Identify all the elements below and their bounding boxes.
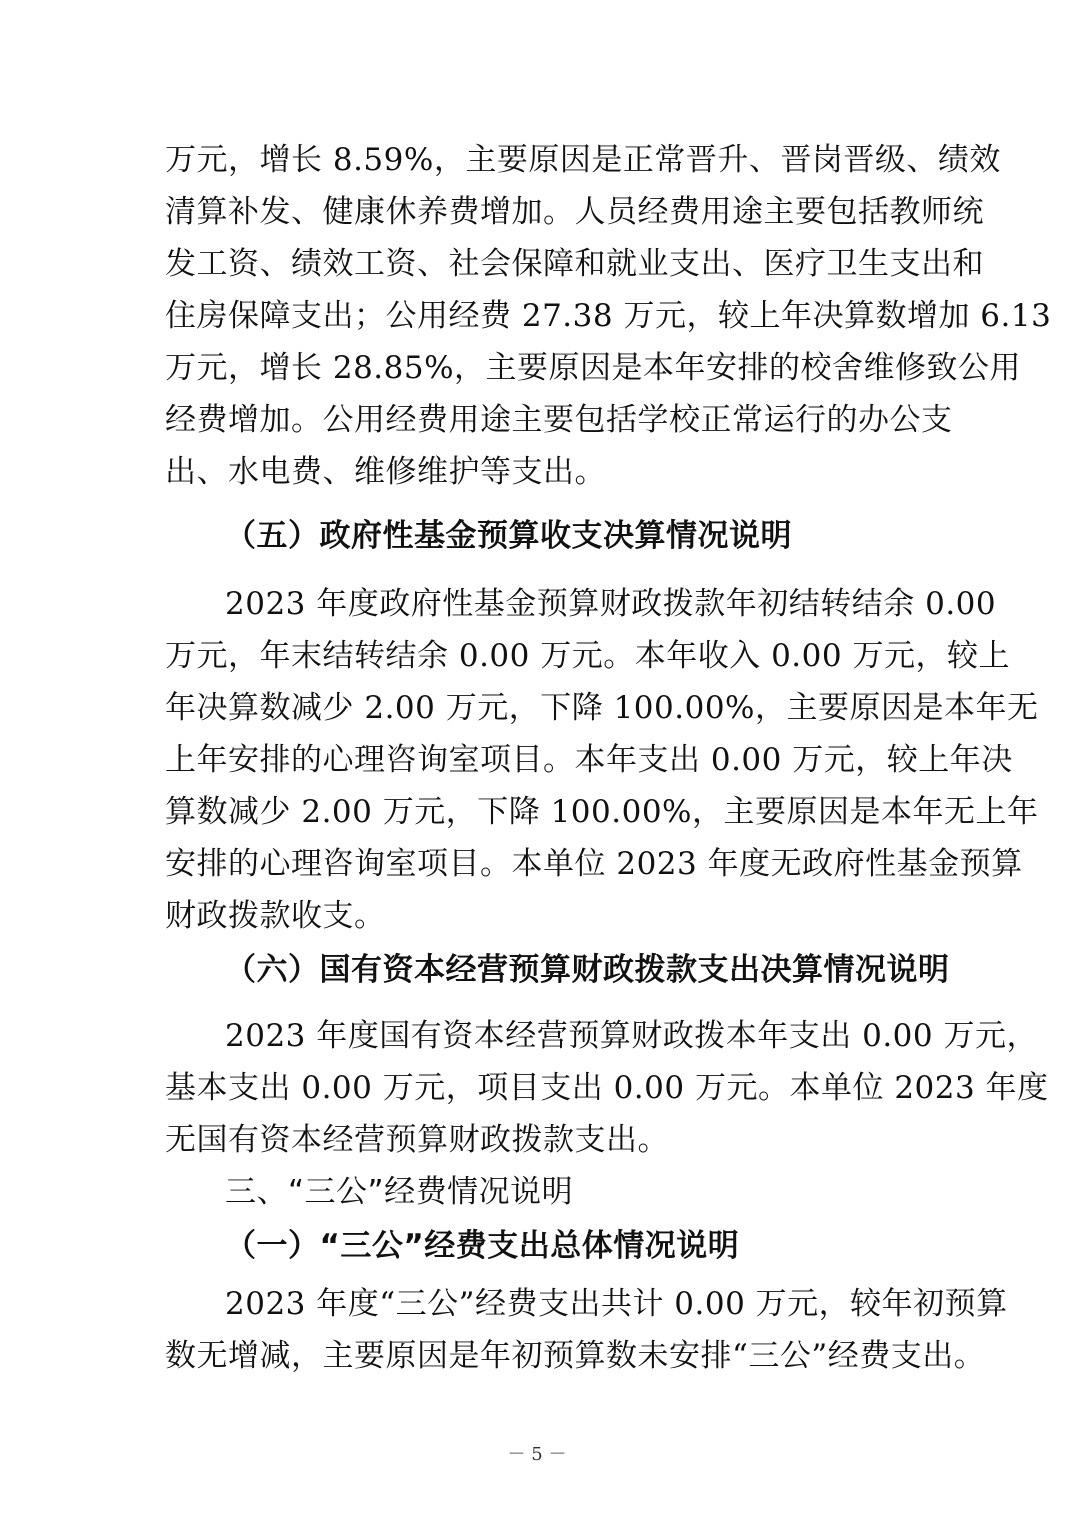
section-heading-6: （六）国有资本经营预算财政拨款支出决算情况说明 [225, 952, 950, 988]
section-heading-5: （五）政府性基金预算收支决算情况说明 [225, 518, 792, 554]
body-text-line: 万元，年末结转结余 0.00 万元。本年收入 0.00 万元，较上 [165, 638, 1010, 674]
body-text-line: 上年安排的心理咨询室项目。本年支出 0.00 万元，较上年决 [165, 742, 1013, 778]
body-text-line: 发工资、绩效工资、社会保障和就业支出、医疗卫生支出和 [165, 246, 984, 282]
body-text-line: 2023 年度政府性基金预算财政拨款年初结转结余 0.00 [225, 586, 997, 622]
body-text-line: 出、水电费、维修维护等支出。 [165, 454, 606, 490]
chapter-heading-3: 三、“三公”经费情况说明 [225, 1174, 574, 1210]
body-text-line: 经费增加。公用经费用途主要包括学校正常运行的办公支 [165, 402, 953, 438]
body-text-line: 无国有资本经营预算财政拨款支出。 [165, 1122, 669, 1158]
section-heading-3-1: （一）“三公”经费支出总体情况说明 [225, 1228, 740, 1264]
body-text-line: 2023 年度“三公”经费支出共计 0.00 万元，较年初预算 [225, 1286, 1008, 1322]
body-text-line: 基本支出 0.00 万元，项目支出 0.00 万元。本单位 2023 年度 [165, 1070, 1049, 1106]
page-number: － 5 － [507, 1444, 567, 1465]
body-text-line: 2023 年度国有资本经营预算财政拨本年支出 0.00 万元， [225, 1018, 1038, 1054]
body-text-line: 住房保障支出；公用经费 27.38 万元，较上年决算数增加 6.13 [165, 298, 1052, 334]
body-text-line: 财政拨款收支。 [165, 898, 386, 934]
body-text-line: 安排的心理咨询室项目。本单位 2023 年度无政府性基金预算 [165, 846, 1023, 882]
body-text-line: 年决算数减少 2.00 万元，下降 100.00%，主要原因是本年无 [165, 690, 1039, 726]
body-text-line: 数无增减，主要原因是年初预算数未安排“三公”经费支出。 [165, 1338, 986, 1374]
body-text-line: 万元，增长 8.59%，主要原因是正常晋升、晋岗晋级、绩效 [165, 142, 1001, 178]
body-text-line: 万元，增长 28.85%，主要原因是本年安排的校舍维修致公用 [165, 350, 1022, 386]
body-text-line: 清算补发、健康休养费增加。人员经费用途主要包括教师统 [165, 194, 984, 230]
body-text-line: 算数减少 2.00 万元，下降 100.00%，主要原因是本年无上年 [165, 794, 1039, 830]
